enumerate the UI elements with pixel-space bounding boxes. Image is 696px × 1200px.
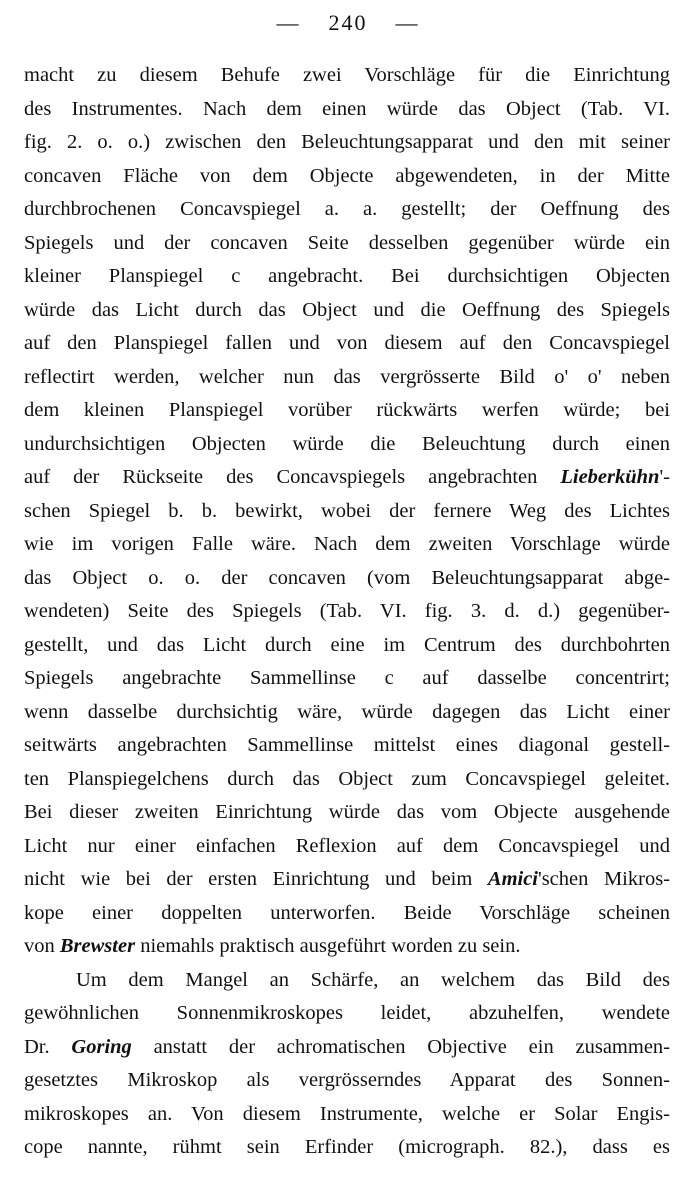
text-line: seitwärts angebrachten Sammellinse mittelst eines diagonal gestell- bbox=[24, 734, 670, 756]
text-line: concaven Fläche von dem Objecte abgewendeten, in der Mitte bbox=[24, 164, 670, 187]
text-line: macht zu diesem Behufe zwei Vorschläge für die Einrichtung bbox=[24, 64, 670, 86]
text-line: fig. 2. o. o.) zwischen den Beleuchtungsapparat und den mit seiner bbox=[24, 131, 670, 153]
text-line: Um dem Mangel an Schärfe, an welchem das Bild des bbox=[76, 968, 670, 991]
text-line: kleiner Planspiegel c angebracht. Bei durchsichtigen Objecten bbox=[24, 265, 670, 287]
text-line: gestellt, und das Licht durch eine im Centrum des durchbohrten bbox=[24, 633, 670, 656]
page-number: 240 bbox=[328, 10, 368, 35]
text-segment: niemahls praktisch ausgeführt worden zu sein. bbox=[135, 935, 521, 957]
text-line: durchbrochenen Concavspiegel a. a. gestellt; der Oeffnung des bbox=[24, 198, 670, 220]
text-line: Spiegels und der concaven Seite desselben gegenüber würde ein bbox=[24, 231, 670, 254]
text-line: kope einer doppelten unterworfen. Beide Vorschläge scheinen bbox=[24, 901, 670, 924]
text-line: Spiegels angebrachte Sammellinse c auf dasselbe concentrirt; bbox=[24, 667, 670, 689]
text-segment: '- bbox=[659, 466, 670, 488]
text-line bbox=[24, 1031, 670, 1065]
text-line: schen Spiegel b. b. bewirkt, wobei der fernere Weg des Lichtes bbox=[24, 499, 670, 522]
text-line: undurchsichtigen Objecten würde die Beleuchtung durch einen bbox=[24, 432, 670, 455]
text-line bbox=[24, 863, 670, 897]
person-name: Lieberkühn bbox=[560, 466, 660, 488]
text-line: reflectirt werden, welcher nun das vergrösserte Bild o' o' neben bbox=[24, 365, 670, 388]
person-name: Amici bbox=[487, 868, 538, 890]
text-line: dem kleinen Planspiegel vorüber rückwärts werfen würde; bei bbox=[24, 399, 670, 421]
text-line bbox=[24, 930, 670, 964]
text-line: wie im vorigen Falle wäre. Nach dem zweiten Vorschlage würde bbox=[24, 533, 670, 555]
text-line bbox=[24, 461, 670, 495]
header-dash-left: — bbox=[276, 10, 301, 35]
text-line: Licht nur einer einfachen Reflexion auf dem Concavspiegel und bbox=[24, 834, 670, 857]
body-text bbox=[24, 59, 670, 1165]
text-line: gesetztes Mikroskop als vergrösserndes Apparat des Sonnen- bbox=[24, 1069, 670, 1091]
text-line: gewöhnlichen Sonnenmikroskopes leidet, abzuhelfen, wendete bbox=[24, 1002, 670, 1024]
text-line: des Instrumentes. Nach dem einen würde das Object (Tab. VI. bbox=[24, 97, 670, 120]
text-segment: nicht wie bei der ersten Einrichtung und beim bbox=[24, 868, 488, 890]
text-segment: von bbox=[24, 935, 60, 957]
text-line: Bei dieser zweiten Einrichtung würde das vom Objecte ausgehende bbox=[24, 801, 670, 823]
person-name: Goring bbox=[71, 1035, 132, 1058]
text-line: das Object o. o. der concaven (vom Beleuchtungsapparat abge- bbox=[24, 566, 670, 589]
text-line: auf den Planspiegel fallen und von diesem auf den Concavspiegel bbox=[24, 332, 670, 354]
header-dash-right: — bbox=[395, 10, 420, 35]
person-name: Brewster bbox=[59, 935, 136, 957]
text-line: cope nannte, rühmt sein Erfinder (micrograph. 82.), dass es bbox=[24, 1136, 670, 1158]
page-header bbox=[0, 10, 696, 36]
text-line: wendeten) Seite des Spiegels (Tab. VI. fig. 3. d. d.) gegenüber- bbox=[24, 600, 670, 622]
text-segment: 'schen Mikros- bbox=[538, 868, 670, 890]
text-line: mikroskopes an. Von diesem Instrumente, welche er Solar Engis- bbox=[24, 1102, 670, 1125]
text-segment: anstatt der achromatischen Objective ein zusammen- bbox=[131, 1035, 670, 1058]
text-segment: auf der Rückseite des Concavspiegels angebrachten bbox=[24, 466, 561, 488]
text-segment: Dr. bbox=[24, 1035, 72, 1058]
text-line: wenn dasselbe durchsichtig wäre, würde dagegen das Licht einer bbox=[24, 700, 670, 723]
text-line: ten Planspiegelchens durch das Object zum Concavspiegel geleitet. bbox=[24, 767, 670, 790]
text-line: würde das Licht durch das Object und die Oeffnung des Spiegels bbox=[24, 298, 670, 321]
